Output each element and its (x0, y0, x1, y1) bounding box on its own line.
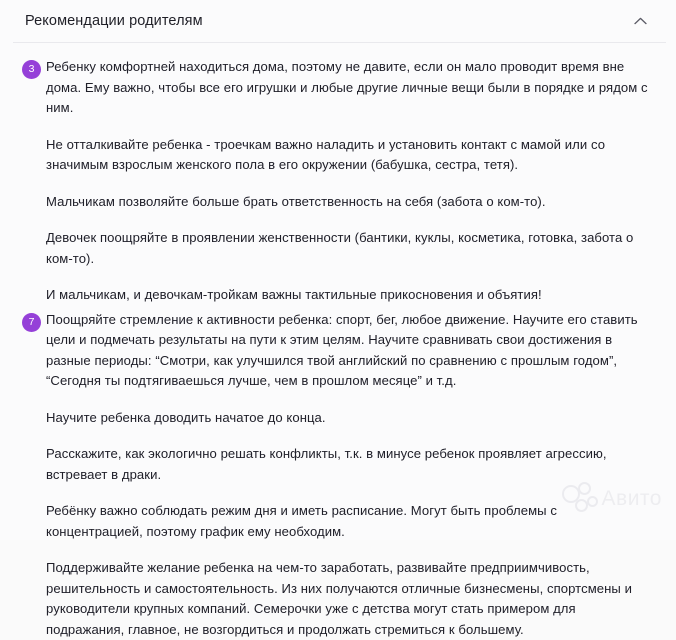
status-badge: 3 (22, 60, 41, 79)
recommendation-paragraph: Поддерживайте желание ребенка на чем-то заработать, развивайте предприимчивость, решительность и самостоятельность. Из них получаются отличные бизнесмены, спортсмены и руководители крупных компаний. Семерочки уже с детства могут стать примером для подражания, главное, не возгордиться и продолжать стремиться к большему. (46, 558, 664, 640)
recommendation-section (12, 310, 664, 640)
recommendations-body (0, 43, 676, 640)
chevron-up-icon[interactable] (630, 11, 650, 31)
page-title: Рекомендации родителям (25, 14, 203, 29)
recommendation-paragraph: Не отталкивайте ребенка - троечкам важно наладить и установить контакт с мамой или со значимым взрослым женского пола в его окружении (бабушка, сестра, тетя). (46, 135, 664, 176)
recommendation-paragraph: Ребенку комфортней находиться дома, поэтому не давите, если он мало проводит время вне дома. Ему важно, чтобы все его игрушки и любые другие личные вещи были в порядке и рядом с ним. (46, 57, 664, 119)
recommendation-paragraph: И мальчикам, и девочкам-тройкам важны тактильные прикосновения и объятия! (46, 285, 664, 306)
recommendation-paragraph: Ребёнку важно соблюдать режим дня и иметь расписание. Могут быть проблемы с концентрацией, поэтому график ему необходим. (46, 501, 664, 542)
recommendation-paragraph: Мальчикам позволяйте больше брать ответственность на себя (забота о ком-то). (46, 192, 664, 213)
panel-header[interactable] (0, 0, 676, 42)
watermark-label: Авито (602, 487, 662, 511)
status-badge: 7 (22, 313, 41, 332)
recommendation-section (12, 57, 664, 306)
recommendation-paragraph: Научите ребенка доводить начатое до конца. (46, 408, 664, 429)
recommendation-paragraph: Девочек поощряйте в проявлении женственности (бантики, куклы, косметика, готовка, забота о ком-то). (46, 228, 664, 269)
recommendation-paragraph: Расскажите, как экологично решать конфликты, т.к. в минусе ребенок проявляет агрессию, встревает в драки. (46, 444, 664, 485)
recommendation-paragraph: Поощряйте стремление к активности ребенка: спорт, бег, любое движение. Научите его ставить цели и подмечать результаты на пути к этим целям. Научите сравнивать свои достижения в разные периоды: “Смотри, как улучшился твой английский по сравнению с прошлым годом”, “Сегодня ты подтягиваешься лучше, чем в прошлом месяце” и т.д. (46, 310, 664, 392)
